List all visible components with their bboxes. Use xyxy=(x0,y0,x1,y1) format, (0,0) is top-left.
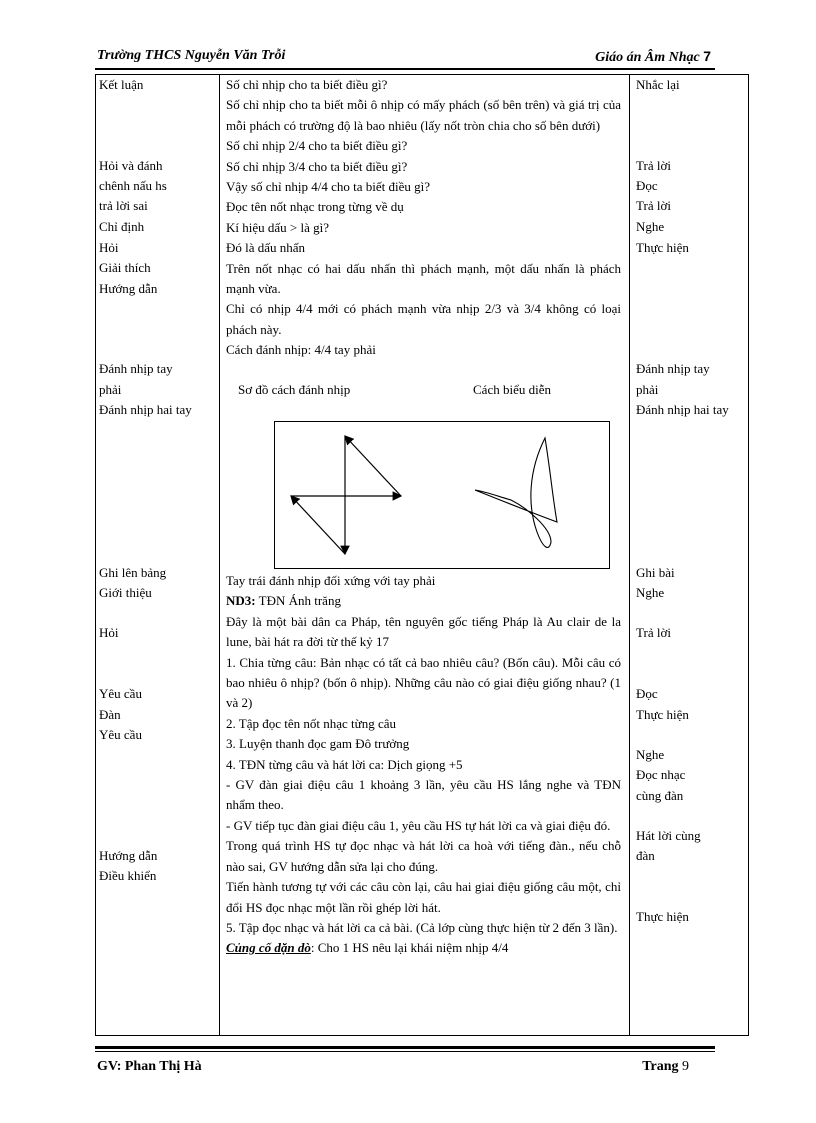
activity-label: Điều khiển xyxy=(99,868,157,883)
activity-label: Đánh nhịp tay xyxy=(99,361,173,376)
activity-label: Yêu cầu xyxy=(99,686,142,701)
beat-2-arrow xyxy=(291,496,345,554)
student-label: cùng đàn xyxy=(636,788,684,803)
subject-title: Giáo án Âm Nhạc 7 xyxy=(595,48,711,65)
conducting-diagram xyxy=(274,421,610,569)
activity-label: Hướng dẫn xyxy=(99,281,158,296)
student-label: Đọc xyxy=(636,686,658,701)
footer-rule-thick xyxy=(95,1046,715,1049)
content-column xyxy=(220,75,630,1036)
teacher-name: GV: Phan Thị Hà xyxy=(97,1059,202,1074)
activity-label: Giới thiệu xyxy=(99,585,152,600)
student-label: Nghe xyxy=(636,747,665,762)
student-label: phải xyxy=(636,382,659,397)
diagram-caption-right: Cách biểu diễn xyxy=(473,382,551,397)
activity-label: Yêu cầu xyxy=(99,727,142,742)
footer-rule-thin xyxy=(95,1051,715,1052)
conducting-pattern-figure xyxy=(275,422,609,568)
content-block: Số chỉ nhịp cho ta biết điều gì? Số chỉ nhịp cho ta biết mỗi ô nhịp có mấy phách (số bên trên) và giá trị của mỗi phách có trường độ là bao nhiêu (lấy nốt tròn chia cho số bên dưới) Số chỉ nhịp 2/4 cho ta biết điều gì? Số chỉ nhịp 3/4 cho ta biết điều gì? Vậy số chỉ nhịp 4/4 cho ta biết điều gì? Đọc tên nốt nhạc trong từng về dụ Kí hiệu dấu > là gì? Đó là dấu nhấn Trên nốt nhạc có hai dấu nhấn thì phách mạnh, một dấu nhấn là phách mạnh vừa. Chỉ có nhịp 4/4 mới có phách mạnh vừa nhịp 2/3 và 3/4 không có loại phách này. Cách đánh nhịp: 4/4 tay phải xyxy=(226,77,621,358)
activity-label: Hỏi xyxy=(99,240,119,255)
student-label: Thực hiện xyxy=(636,240,689,255)
page-header xyxy=(97,48,717,66)
student-label: đàn xyxy=(636,848,655,863)
page-number: Trang 9 xyxy=(642,1059,689,1074)
activity-label: Kết luận xyxy=(99,77,144,92)
student-label: Trả lời xyxy=(636,198,671,213)
activity-label: Chỉ định xyxy=(99,219,145,234)
activity-label: chênh nấu hs xyxy=(99,178,167,193)
student-label: Đánh nhịp tay xyxy=(636,361,710,376)
student-label: Đọc xyxy=(636,178,658,193)
student-label: Trả lời xyxy=(636,625,671,640)
student-label: Hát lời cùng xyxy=(636,828,701,843)
lesson-plan-table xyxy=(95,74,749,1036)
school-name: Trường THCS Nguyễn Văn Trỗi xyxy=(97,48,286,63)
activity-label: Hướng dẫn xyxy=(99,848,158,863)
student-label: Trả lời xyxy=(636,158,671,173)
activity-label: Ghi lên bảng xyxy=(99,565,167,580)
student-label: Đánh nhịp hai tay xyxy=(636,402,729,417)
student-label: Thực hiện xyxy=(636,909,689,924)
activity-label: trả lời sai xyxy=(99,198,148,213)
activity-label: Đánh nhịp hai tay xyxy=(99,402,192,417)
activity-label: Hỏi xyxy=(99,625,119,640)
grade-number: 7 xyxy=(703,48,711,64)
student-label: Thực hiện xyxy=(636,707,689,722)
activity-label: Giải thích xyxy=(99,260,151,275)
teacher-activity-column xyxy=(96,75,220,1036)
activity-label: phải xyxy=(99,382,122,397)
student-label: Nhắc lại xyxy=(636,77,680,92)
diagram-caption-left: Sơ đồ cách đánh nhịp xyxy=(238,382,351,397)
content-block: Tay trái đánh nhịp đối xứng với tay phải ND3: TĐN Ánh trăng Đây là một bài dân ca Pháp, tên nguyên gốc tiếng Pháp là Au clair de la lune, bài hát ra đời từ thế kỷ 17 1. Chia từng câu: Bản nhạc có tất cả bao nhiêu câu? (Bốn câu). Mỗi câu có bao nhiêu ô nhịp? (bốn ô nhịp). Những câu nào có giai điệu giống nhau? (1 và 2) 2. Tập đọc tên nốt nhạc từng câu 3. Luyện thanh đọc gam Đô trưởng 4. TĐN từng câu và hát lời ca: Dịch giọng +5 - GV đàn giai điệu câu 1 khoảng 3 lần, yêu cầu HS lắng nghe và TĐN nhẩm theo. - GV tiếp tục đàn giai điệu câu 1, yêu cầu HS tự hát lời ca và giai điệu đó. Trong quá trình HS tự đọc nhạc và hát lời ca hoà với tiếng đàn., nếu chỗ nào sai, GV hướng dẫn sửa lại cho đúng. Tiến hành tương tự với các câu còn lại, câu hai giai điệu giống câu một, chỉ đổi HS đọc nhạc một lần rồi ghép lời hát. 5. Tập đọc nhạc và hát lời ca cả bài. (Cả lớp cùng thực hiện từ 2 đến 3 lần). Củng cố dặn dò: Cho 1 HS nêu lại khái niệm nhịp 4/4 xyxy=(226,573,621,956)
student-activity-column xyxy=(630,75,749,1036)
student-label: Ghi bài xyxy=(636,565,675,580)
header-rule xyxy=(95,68,715,70)
activity-label: Đàn xyxy=(99,707,121,722)
student-label: Nghe xyxy=(636,585,665,600)
activity-label: Hỏi và đánh xyxy=(99,158,163,173)
performance-curve xyxy=(475,438,557,547)
beat-4-arrow xyxy=(345,436,401,496)
student-label: Nghe xyxy=(636,219,665,234)
student-label: Đọc nhạc xyxy=(636,767,686,782)
